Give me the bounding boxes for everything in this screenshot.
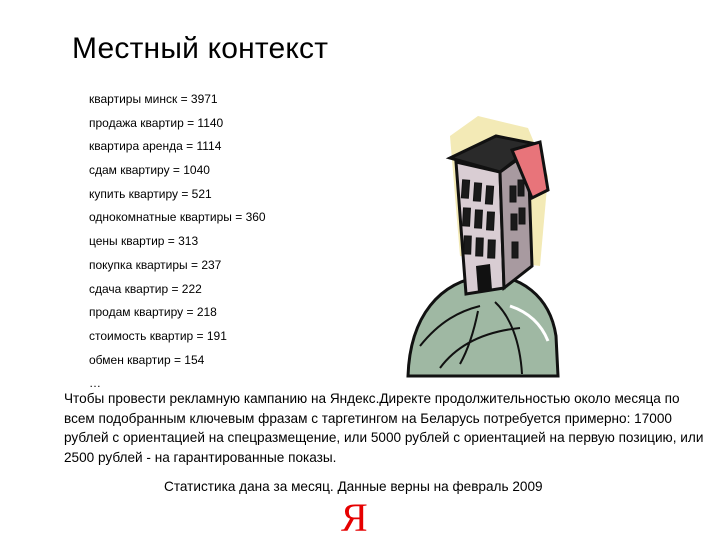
keyword-item: купить квартиру = 521	[89, 186, 212, 201]
keyword-item: стоимость квартир = 191	[89, 328, 227, 343]
keyword-item: цены квартир = 313	[89, 234, 199, 249]
keyword-item: сдача квартир = 222	[89, 281, 202, 296]
statistics-note: Статистика дана за месяц. Данные верны на февраль 2009	[164, 479, 543, 494]
keyword-item: квартиры минск = 3971	[89, 92, 218, 106]
keyword-item: обмен квартир = 154	[89, 352, 205, 367]
yandex-logo: Я	[341, 495, 368, 540]
keyword-list	[89, 92, 266, 400]
keyword-ellipsis: …	[89, 376, 101, 391]
campaign-description: Чтобы провести рекламную кампанию на Яндекс.Директе продолжительностью около месяца по всем подобранным ключевым фразам с таргетингом на Беларусь потребуется примерно: 17000 рублей с ориентацией на спецразмещение, или 5000 рублей с ориентацией на первую позицию, или 2500 рублей - на гарантированные показы.	[64, 391, 704, 465]
keyword-item: однокомнатные квартиры = 360	[89, 210, 266, 225]
keyword-item: продажа квартир = 1140	[89, 115, 224, 130]
keyword-item: сдам квартиру = 1040	[89, 163, 210, 178]
keyword-item: квартира аренда = 1114	[89, 139, 222, 154]
building-clipart-icon	[400, 106, 560, 382]
keyword-item: покупка квартиры = 237	[89, 257, 222, 272]
keyword-item: продам квартиру = 218	[89, 305, 217, 320]
slide-title: Местный контекст	[72, 32, 329, 65]
